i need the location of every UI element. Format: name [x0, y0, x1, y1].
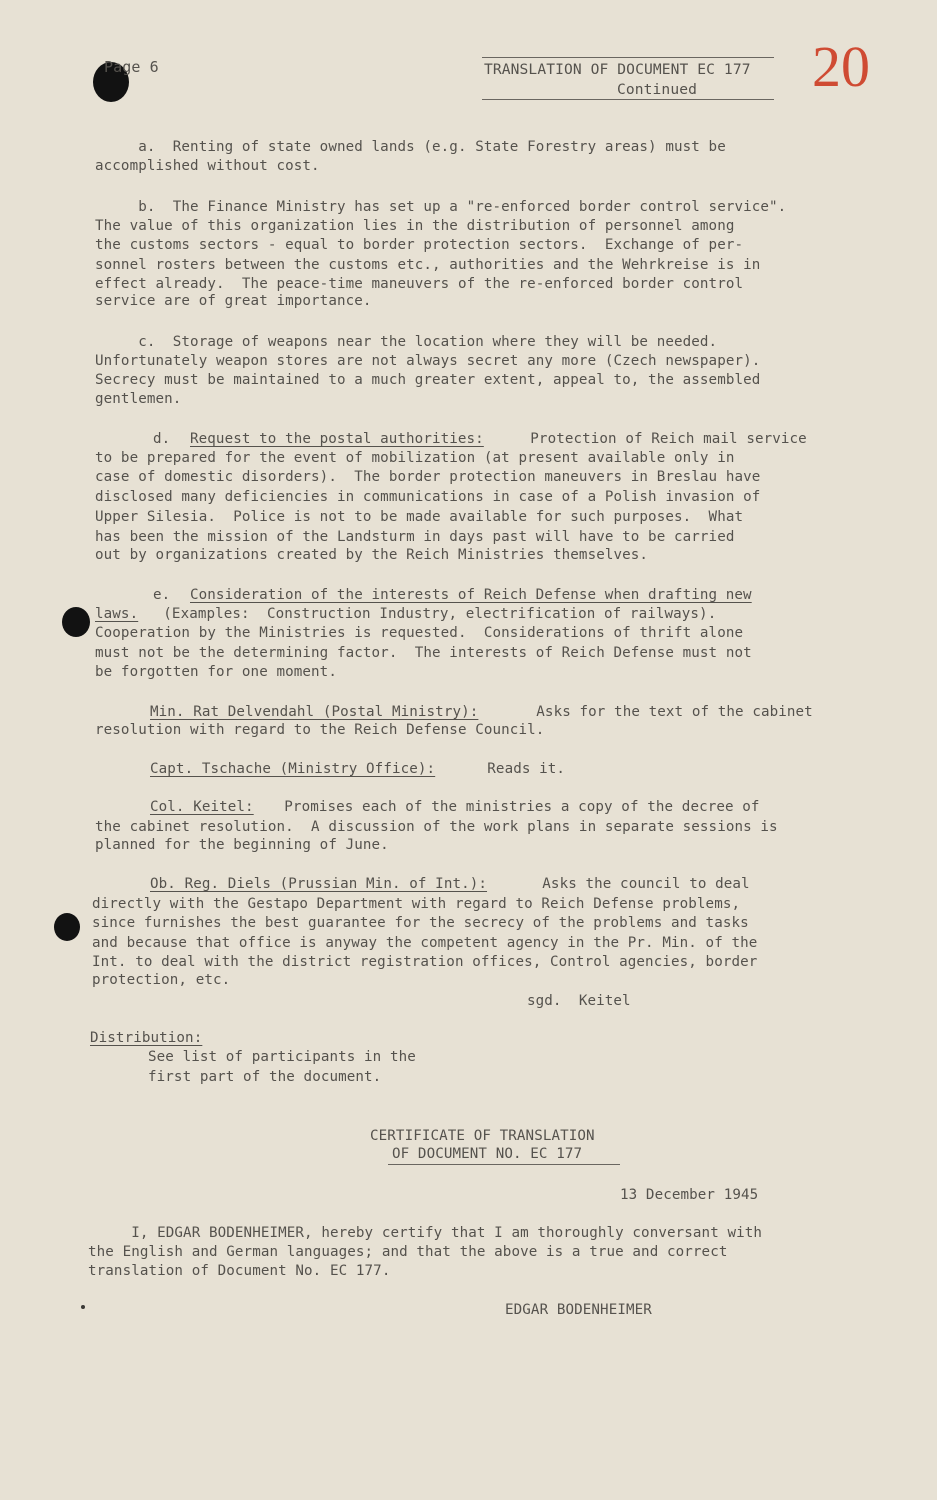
para-b-line: b. The Finance Ministry has set up a "re-enforced border control service".: [95, 199, 787, 215]
page-label: Page 6: [104, 58, 159, 76]
translator-signature: EDGAR BODENHEIMER: [505, 1302, 652, 1318]
diels-line: since furnishes the best guarantee for the secrecy of the problems and tasks: [92, 915, 749, 931]
certificate-date: 13 December 1945: [620, 1187, 759, 1203]
speaker-tschache: Capt. Tschache (Ministry Office):: [150, 761, 436, 777]
para-e-heading-1: Consideration of the interests of Reich Defense when drafting new: [190, 587, 752, 603]
diels-line: protection, etc.: [92, 972, 231, 988]
delvendahl-line: resolution with regard to the Reich Defense Council.: [95, 722, 545, 738]
para-b-line: effect already. The peace-time maneuvers of the re-enforced border control: [95, 276, 744, 292]
certificate-rule: [388, 1164, 620, 1165]
punch-hole-bottom: [54, 913, 80, 941]
para-b-line: service are of great importance.: [95, 293, 372, 309]
para-d-line: case of domestic disorders). The border protection maneuvers in Breslau have: [95, 469, 761, 485]
para-b-line: sonnel rosters between the customs etc., authorities and the Wehrkreise is in: [95, 257, 761, 273]
para-d-line: to be prepared for the event of mobilization (at present available only in: [95, 450, 735, 466]
delvendahl-rest: Asks for the text of the cabinet: [519, 704, 813, 720]
title-rule-bottom: [482, 99, 774, 100]
keitel-line: planned for the beginning of June.: [95, 837, 389, 853]
tschache-rest: Reads it.: [470, 761, 566, 777]
diels-rest: Asks the council to deal: [525, 876, 750, 892]
para-d-line: has been the mission of the Landsturm in days past will have to be carried: [95, 529, 735, 545]
para-d-heading: Request to the postal authorities:: [190, 431, 484, 447]
para-e-heading-2: laws.: [95, 606, 139, 622]
para-d-line: disclosed many deficiencies in communications in case of a Polish invasion of: [95, 489, 761, 505]
distribution-line: first part of the document.: [148, 1069, 382, 1085]
para-a-line: accomplished without cost.: [95, 158, 320, 174]
para-c-line: Secrecy must be maintained to a much greater extent, appeal to, the assembled: [95, 372, 761, 388]
keitel-rest: Promises each of the ministries a copy of the decree of: [267, 799, 760, 815]
para-b-line: The value of this organization lies in the distribution of personnel among: [95, 218, 735, 234]
distribution-heading: Distribution:: [90, 1030, 203, 1046]
certificate-doc-no: OF DOCUMENT NO. EC 177: [392, 1146, 583, 1162]
para-c-line: Unfortunately weapon stores are not always secret any more (Czech newspaper).: [95, 353, 761, 369]
para-e-line: must not be the determining factor. The interests of Reich Defense must not: [95, 645, 752, 661]
para-e-line: Cooperation by the Ministries is requested. Considerations of thrift alone: [95, 625, 744, 641]
para-e-label: e.: [153, 587, 171, 603]
para-d-line: out by organizations created by the Reich Ministries themselves.: [95, 547, 649, 563]
continued-label: Continued: [617, 81, 697, 98]
para-c-line: c. Storage of weapons near the location where they will be needed.: [95, 334, 718, 350]
certificate-line: the English and German languages; and that the above is a true and correct: [88, 1244, 728, 1260]
distribution-line: See list of participants in the: [148, 1049, 416, 1065]
para-e-second-rest: (Examples: Construction Industry, electrification of railways).: [146, 606, 717, 622]
diels-line: directly with the Gestapo Department with regard to Reich Defense problems,: [92, 896, 741, 912]
translation-title: TRANSLATION OF DOCUMENT EC 177: [484, 61, 751, 78]
para-b-line: the customs sectors - equal to border protection sectors. Exchange of per-: [95, 237, 744, 253]
punch-hole-middle: [62, 607, 90, 637]
diels-line: and because that office is anyway the competent agency in the Pr. Min. of the: [92, 935, 758, 951]
para-d-first-rest: Protection of Reich mail service: [513, 431, 807, 447]
keitel-line: the cabinet resolution. A discussion of the work plans in separate sessions is: [95, 819, 778, 835]
certificate-title: CERTIFICATE OF TRANSLATION: [370, 1128, 595, 1144]
certificate-line: translation of Document No. EC 177.: [88, 1263, 391, 1279]
signed-keitel: sgd. Keitel: [527, 993, 631, 1009]
stray-dot: [81, 1305, 85, 1309]
para-c-line: gentlemen.: [95, 391, 182, 407]
speaker-diels: Ob. Reg. Diels (Prussian Min. of Int.):: [150, 876, 488, 892]
para-e-line: be forgotten for one moment.: [95, 664, 337, 680]
certificate-line: I, EDGAR BODENHEIMER, hereby certify that I am thoroughly conversant with: [88, 1225, 763, 1241]
speaker-keitel: Col. Keitel:: [150, 799, 254, 815]
para-a-line: a. Renting of state owned lands (e.g. State Forestry areas) must be: [95, 139, 726, 155]
para-d-label: d.: [153, 431, 171, 447]
diels-line: Int. to deal with the district registration offices, Control agencies, border: [92, 954, 758, 970]
title-rule-top: [482, 57, 774, 58]
handwritten-page-number: 20: [812, 34, 870, 99]
speaker-delvendahl: Min. Rat Delvendahl (Postal Ministry):: [150, 704, 479, 720]
para-d-line: Upper Silesia. Police is not to be made available for such purposes. What: [95, 509, 744, 525]
